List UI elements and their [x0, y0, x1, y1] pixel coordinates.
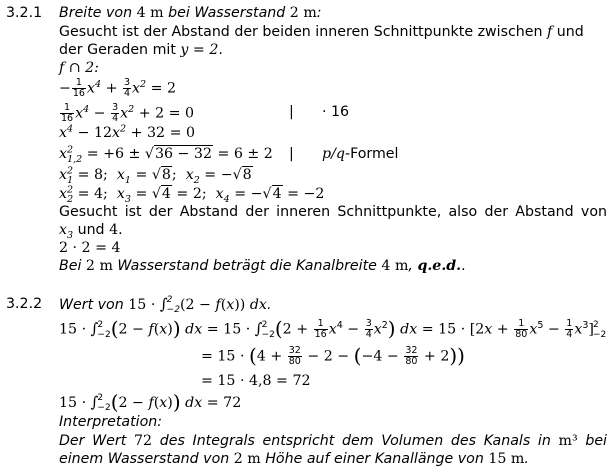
- equation: y = 2: [180, 42, 219, 58]
- integral-step-1: 15 · ∫ 2 −2 (2 − f(x)) dx = 15 · ∫ 2 −2 (2 + $\frac{1}{16}$ $x^4$ − $\frac{3}{4}$ $x^2$) dx = 15 · [2x + $\frac{1}{80}$ $x^5$ − $\frac{1}{4}$ $x^3$] 2 −2: [59, 316, 607, 341]
- integral-step-2: = 15 · (4 + $\frac{32}{80}$ − 2 − (−4 − $\frac{32}{80}$ + 2)): [201, 343, 465, 368]
- value: 4 m: [381, 258, 409, 274]
- title-text: Wert von: [59, 297, 129, 313]
- value: 2 m: [85, 258, 113, 274]
- number: 4.: [109, 222, 123, 238]
- step-annotation-pq: [322, 145, 398, 163]
- title-text: Breite von: [59, 5, 137, 21]
- text: bei: [577, 433, 608, 449]
- equation-5: $x^2_1 = 8$; $x_1 = √8$; $x_2 = -√8$: [59, 165, 252, 186]
- text: ,: [408, 258, 418, 274]
- text: der Geraden mit: [59, 42, 181, 58]
- section-number: 3.2.1: [6, 5, 43, 21]
- qed-mark: q.e.d.: [417, 258, 462, 274]
- result-statement: [59, 257, 466, 275]
- interpretation-label: Interpretation:: [59, 414, 163, 430]
- interpretation-line-2: [59, 450, 529, 468]
- text: .: [524, 451, 529, 467]
- section-number: 3.2.2: [6, 296, 43, 312]
- section-title: [59, 4, 322, 22]
- step-annotation-multiply: · 16: [322, 104, 350, 120]
- text: und: [552, 24, 584, 40]
- title-text: :: [316, 5, 322, 21]
- conclusion-line-2: [59, 221, 123, 239]
- section-title: Wert von 15 · ∫ 2 −2 (2 − f(x)) dx.: [59, 295, 272, 315]
- intro-line-2: [59, 41, 223, 59]
- text: des Integrals entspricht dem Volumen des Kanals in: [152, 433, 559, 449]
- text: .: [218, 42, 223, 58]
- title-text: bei Wasserstand: [163, 5, 290, 21]
- value: 15 m: [488, 451, 525, 467]
- equation-6: $x^2_2 = 4$; $x_3 = √4 = 2$; $x_4 = -√4 = -2$: [59, 184, 325, 205]
- text: Wasserstand beträgt die Kanalbreite: [112, 258, 382, 274]
- text: .: [461, 258, 466, 274]
- intersection-label: f ∩ 2:: [59, 60, 99, 76]
- text: Der Wert: [59, 433, 134, 449]
- text: und: [73, 222, 110, 238]
- text: Bei: [59, 258, 86, 274]
- text: Gesucht ist der Abstand der beiden inneren Schnittpunkte zwischen: [59, 24, 547, 40]
- equation-4: $x^2_{1,2} = +6 \pm √36 - 32 = 6 \pm 2$: [59, 144, 273, 165]
- integral-final: 15 · ∫ 2 −2 (2 − f(x)) dx = 72: [59, 390, 242, 414]
- intro-line-1: [59, 23, 584, 41]
- value: 72: [133, 433, 153, 449]
- equation-3: $x^4 - 12x^2 + 32 = 0$: [59, 123, 195, 141]
- value: 2 m: [233, 451, 261, 467]
- interpretation-line-1: [59, 432, 607, 450]
- title-value: 4 m: [136, 5, 164, 21]
- integral-step-3: = 15 · 4,8 = 72: [201, 373, 311, 389]
- conclusion-line-1: Gesucht ist der Abstand der inneren Schnittpunkte, also der Abstand von: [59, 204, 607, 220]
- variable: $x_3$: [59, 222, 74, 241]
- text: einem Wasserstand von: [59, 451, 234, 467]
- text: -Formel: [344, 146, 399, 162]
- calculation: 2 · 2 = 4: [59, 240, 121, 256]
- equation-2: $\frac{1}{16}$ $x^4$ − $\frac{3}{4}$ $x^2 + 2 = 0$: [61, 102, 195, 124]
- pq-symbol: p/q: [322, 146, 345, 162]
- separator: |: [289, 146, 294, 162]
- separator: |: [289, 104, 294, 120]
- text: Höhe auf einer Kanallänge von: [260, 451, 489, 467]
- unit: m³: [558, 433, 578, 449]
- equation-1: − $\frac{1}{16}$ $x^4$ + $\frac{3}{4}$ $x^2 = 2$: [59, 77, 177, 99]
- title-value: 2 m: [289, 5, 317, 21]
- function-symbol: f: [547, 24, 553, 40]
